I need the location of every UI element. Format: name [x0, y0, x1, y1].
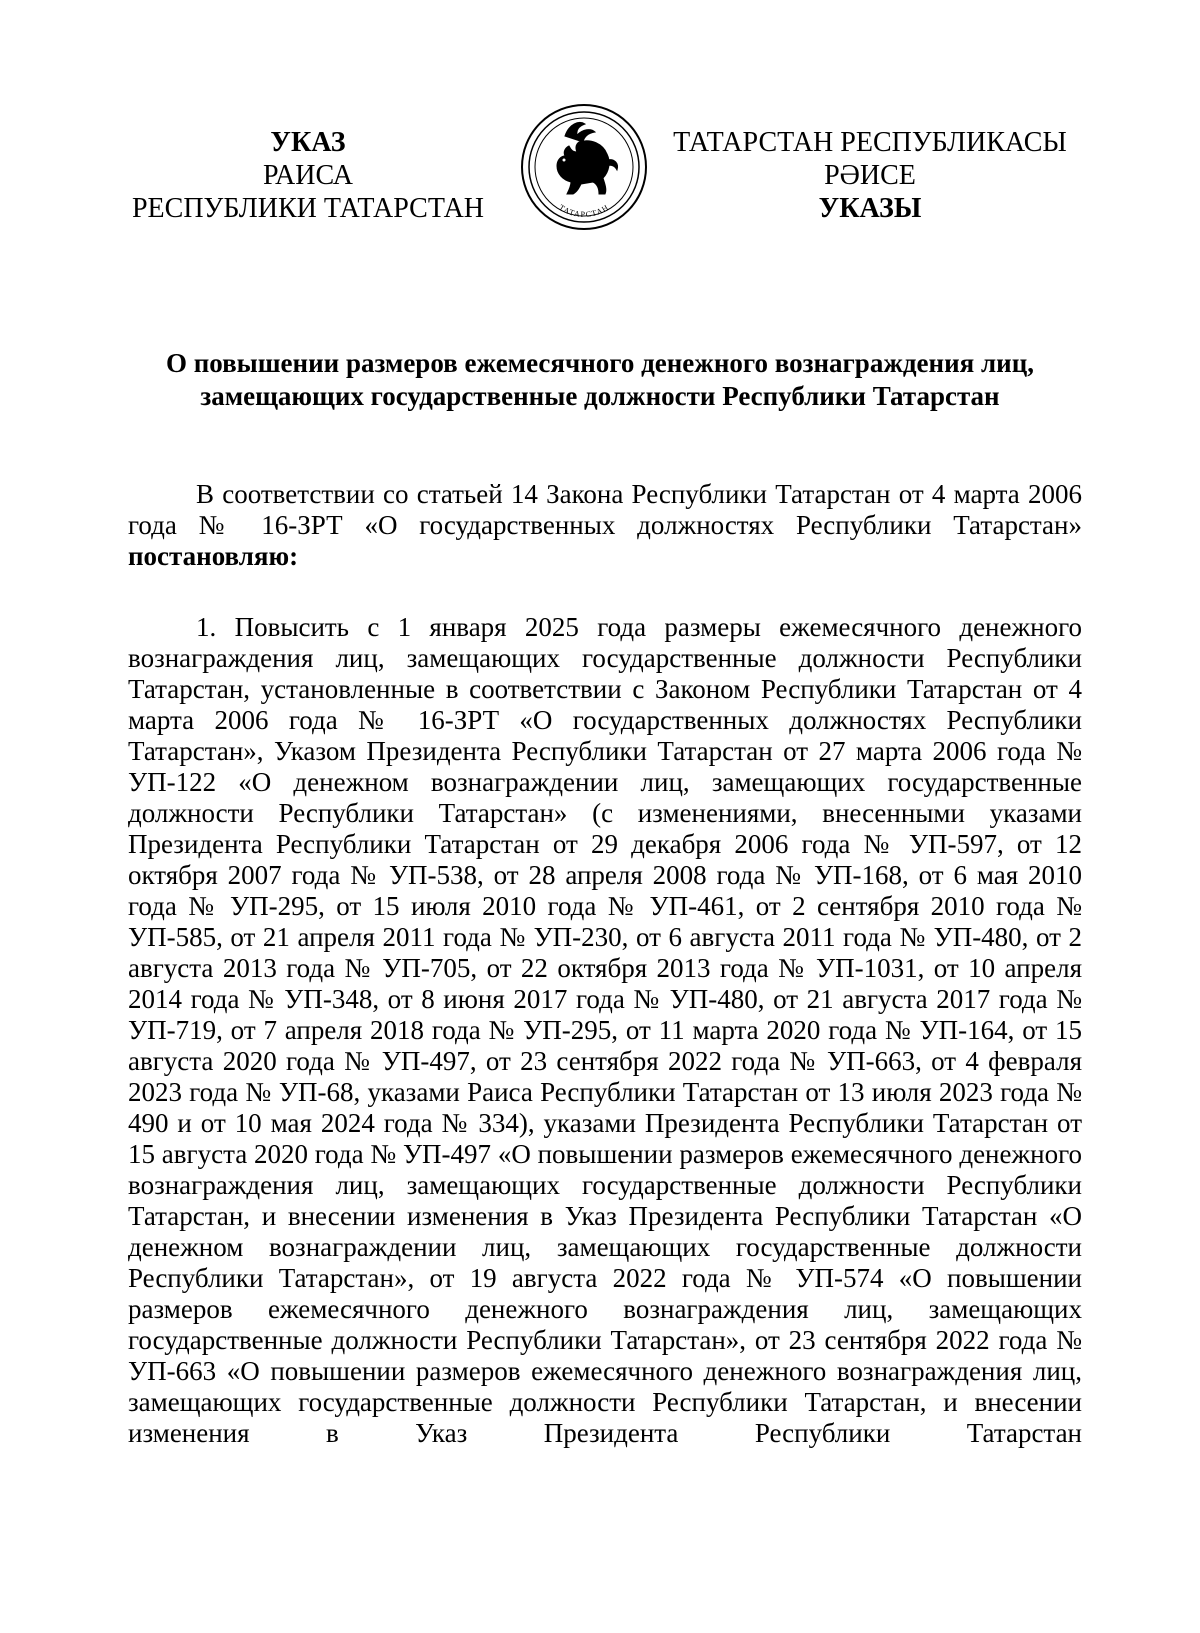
header-left-line-2: РАИСА	[263, 160, 353, 191]
emblem-caption: ТАТАРСТАН	[557, 202, 611, 220]
document-body	[128, 479, 1082, 1449]
coat-of-arms-emblem	[519, 102, 649, 232]
preamble-paragraph	[128, 479, 1082, 572]
point-1-paragraph: 1. Повысить с 1 января 2025 года размеры ежемесячного денежного вознаграждения лиц, замещающих государственные должности Республики Татарстан, установленные в соответствии с Законом Республики Татарстан от 4 марта 2006 года № 16-ЗРТ «О государственных должностях Республики Татарстан», Указом Президента Республики Татарстан от 27 марта 2006 года № УП-122 «О денежном вознаграждении лиц, замещающих государственные должности Республики Татарстан» (с изменениями, внесенными указами Президента Республики Татарстан от 29 декабря 2006 года № УП-597, от 12 октября 2007 года № УП-538, от 28 апреля 2008 года № УП-168, от 6 мая 2010 года № УП-295, от 15 июля 2010 года № УП-461, от 2 сентября 2010 года № УП-585, от 21 апреля 2011 года № УП-230, от 6 августа 2011 года № УП-480, от 2 августа 2013 года № УП-705, от 22 октября 2013 года № УП-1031, от 10 апреля 2014 года № УП-348, от 8 июня 2017 года № УП-480, от 21 августа 2017 года № УП-719, от 7 апреля 2018 года № УП-295, от 11 марта 2020 года № УП-164, от 15 августа 2020 года № УП-497, от 23 сентября 2022 года № УП-663, от 4 февраля 2023 года № УП-68, указами Раиса Республики Татарстан от 13 июля 2023 года № 490 и от 10 мая 2024 года № 334), указами Президента Республики Татарстан от 15 августа 2020 года № УП-497 «О повышении размеров ежемесячного денежного вознаграждения лиц, замещающих государственные должности Республики Татарстан, и внесении изменения в Указ Президента Республики Татарстан «О денежном вознаграждении лиц, замещающих государственные должности Республики Татарстан», от 19 августа 2022 года № УП-574 «О повышении размеров ежемесячного денежного вознаграждения лиц, замещающих государственные должности Республики Татарстан», от 23 сентября 2022 года № УП-663 «О повышении размеров ежемесячного денежного вознаграждения лиц, замещающих государственные должности Республики Татарстан, и внесении изменения в Указ Президента Республики Татарстан	[128, 612, 1082, 1448]
header-right-line-2: РӘИСЕ	[824, 160, 916, 191]
header-left-russian	[128, 126, 488, 225]
header-left-line-3: РЕСПУБЛИКИ ТАТАРСТАН	[131, 193, 485, 224]
preamble-text: В соответствии со статьей 14 Закона Республики Татарстан от 4 марта 2006 года № 16-ЗРТ «О государственных должностях Республики Татарстан»	[128, 479, 1082, 540]
resolution-colon: :	[289, 541, 299, 571]
document-title	[110, 347, 1090, 413]
header-right-line-1: ТАТАРСТАН РЕСПУБЛИКАСЫ	[673, 127, 1067, 158]
resolution-word: постановляю	[128, 541, 290, 571]
title-line-2: замещающих государственные должности Республики Татарстан	[200, 381, 1000, 411]
svg-text:ТАТАРСТАН	[557, 203, 610, 219]
header-right-line-3: УКАЗЫ	[818, 193, 922, 224]
header-right-tatar	[650, 126, 1090, 225]
title-line-1: О повышении размеров ежемесячного денежного вознаграждения лиц,	[165, 348, 1035, 378]
header-left-line-1: УКАЗ	[270, 127, 346, 158]
